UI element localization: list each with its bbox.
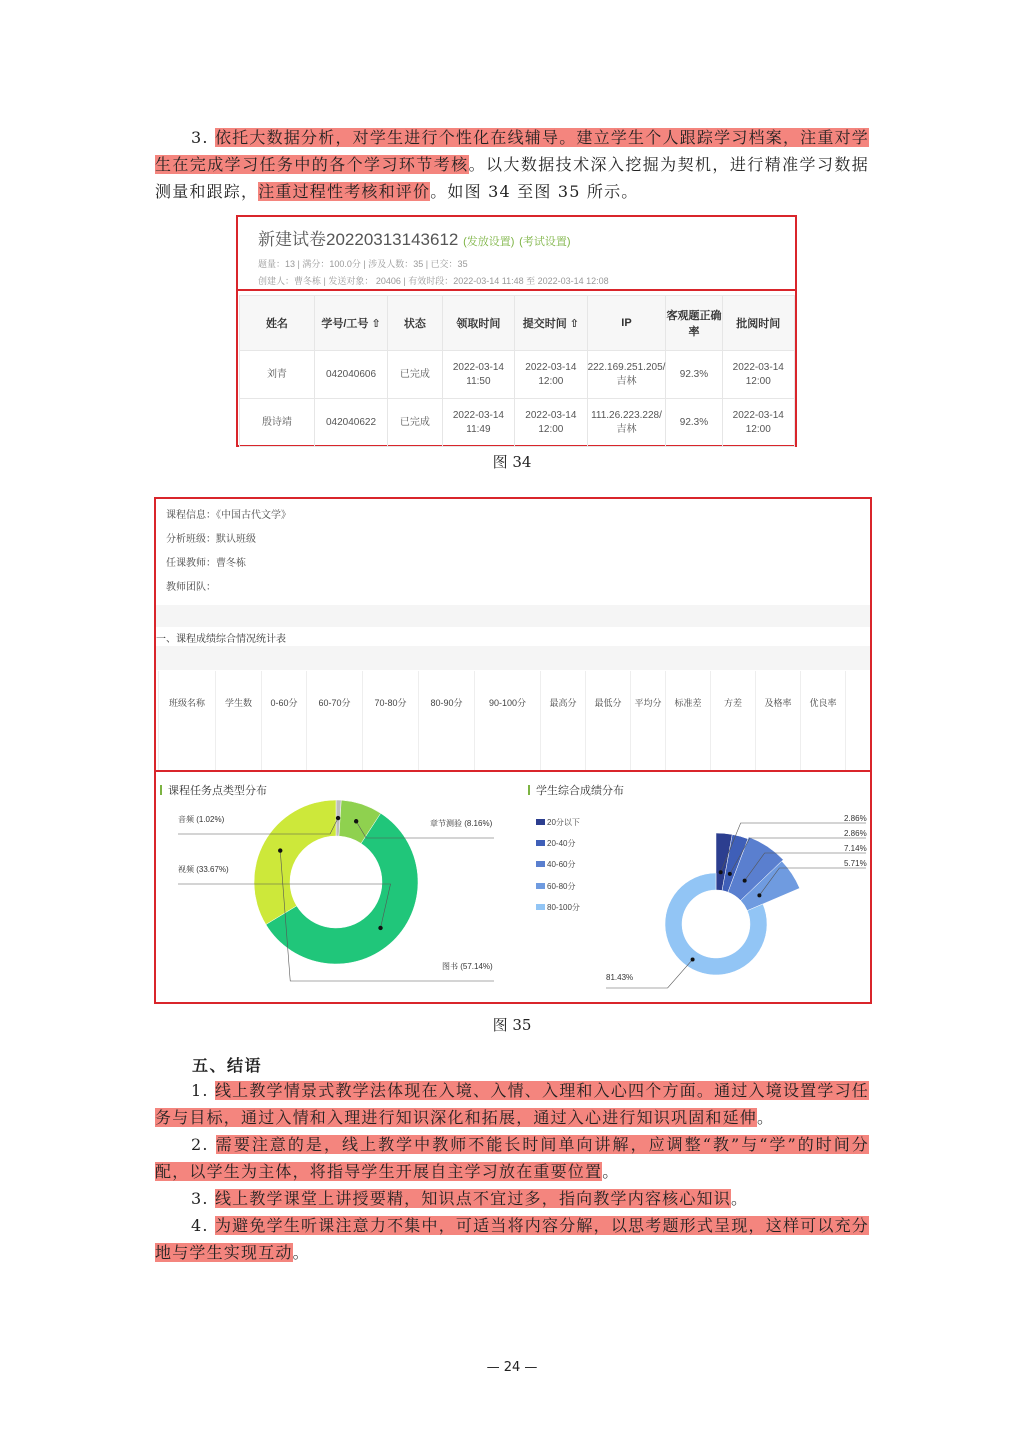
col-60-70: 60-70分 bbox=[307, 671, 363, 733]
figure-34-caption: 图 34 bbox=[492, 453, 532, 471]
leader-dot bbox=[354, 819, 358, 823]
cell-status: 已完成 bbox=[388, 351, 443, 399]
col-excellent-rate: 优良率 bbox=[801, 671, 846, 733]
intro-text-2: 。如图 34 至图 35 所示。 bbox=[430, 182, 639, 201]
col-avg: 平均分 bbox=[631, 671, 666, 733]
col-max: 最高分 bbox=[541, 671, 586, 733]
col-min: 最低分 bbox=[586, 671, 631, 733]
cell-status: 已完成 bbox=[388, 399, 443, 447]
cell-pass-rate bbox=[756, 733, 801, 773]
legend-item[interactable] bbox=[536, 859, 575, 870]
col-receive-time: 领取时间 bbox=[442, 296, 514, 351]
cell-submit-time: 2022-03-14 12:00 bbox=[515, 399, 587, 447]
p3-tail: 。 bbox=[730, 1189, 749, 1208]
cell-90-100 bbox=[475, 733, 541, 773]
col-variance: 方差 bbox=[711, 671, 756, 733]
divider-band bbox=[156, 646, 870, 670]
chart2-title-text: 学生综合成绩分布 bbox=[536, 785, 624, 797]
cell-receive-time: 2022-03-14 11:50 bbox=[442, 351, 514, 399]
p4-tail: 。 bbox=[292, 1243, 310, 1262]
legend-label: 20-40分 bbox=[547, 839, 576, 848]
value-label: 7.14% bbox=[844, 844, 867, 853]
page-number: — 24 — bbox=[486, 1360, 538, 1375]
cell-excellent-rate bbox=[801, 733, 846, 773]
value-label: 2.86% bbox=[844, 829, 867, 838]
cell-receive-time: 2022-03-14 11:49 bbox=[442, 399, 514, 447]
leader-dot bbox=[278, 848, 282, 852]
conclusion-p1 bbox=[155, 1077, 869, 1131]
cell-accuracy: 92.3% bbox=[666, 351, 722, 399]
col-review-time: 批阅时间 bbox=[722, 296, 794, 351]
exam-name: 新建试卷20220313143612 bbox=[258, 230, 459, 249]
cell-review-time: 2022-03-14 12:00 bbox=[722, 351, 794, 399]
cell-60-70 bbox=[307, 733, 363, 773]
submission-table bbox=[239, 295, 795, 447]
conclusion-heading: 五、结语 bbox=[192, 1056, 263, 1075]
p4-number: 4. bbox=[191, 1216, 215, 1235]
legend-label: 60-80分 bbox=[547, 882, 576, 891]
p2-highlight: 需要注意的是，线上教学中教师不能长时间单向讲解，应调整“教”与“学”的时间分配，以学生为主体，将指导学生开展自主学习放在重要位置 bbox=[155, 1135, 870, 1181]
cell-ip: 111.26.223.228/吉林 bbox=[587, 399, 666, 447]
intro-text-1: 。以大数据技术深入挖掘为契机，进行精准学习数据测量和跟踪， bbox=[155, 155, 869, 201]
leader-dot bbox=[743, 879, 747, 883]
label-audio: 音频 (1.02%) bbox=[178, 815, 225, 824]
leader-dot bbox=[728, 872, 732, 876]
leader-dot bbox=[691, 957, 695, 961]
exam-meta-line-2: 创建人：曹冬栋 | 发送对象： 20406 | 有效时段：2022-03-14 11:48 至 2022-03-14 12:08 bbox=[258, 276, 609, 286]
stats-row bbox=[159, 733, 846, 773]
stats-section-title: 一、课程成绩综合情况统计表 bbox=[156, 634, 286, 645]
release-settings-link[interactable]: (发放设置) bbox=[463, 236, 515, 248]
legend-label: 40-60分 bbox=[547, 860, 576, 869]
donut-slice bbox=[254, 800, 336, 925]
intro-paragraph bbox=[155, 124, 869, 205]
legend-label: 80-100分 bbox=[547, 903, 580, 912]
divider-band bbox=[156, 605, 870, 627]
table-header-row bbox=[240, 296, 795, 351]
cell-std bbox=[666, 733, 711, 773]
col-ip: IP bbox=[587, 296, 666, 351]
col-pass-rate: 及格率 bbox=[756, 671, 801, 733]
legend-item[interactable] bbox=[536, 881, 575, 892]
legend-item[interactable] bbox=[536, 902, 580, 913]
cell-ip: 222.169.251.205/吉林 bbox=[587, 351, 666, 399]
col-std: 标准差 bbox=[666, 671, 711, 733]
col-accuracy: 客观题正确率 bbox=[666, 296, 722, 351]
cell-review-time: 2022-03-14 12:00 bbox=[722, 399, 794, 447]
intro-number: 3. bbox=[191, 128, 215, 147]
p2-tail: 。 bbox=[602, 1162, 620, 1181]
chart1-title-text: 课程任务点类型分布 bbox=[168, 785, 267, 797]
table-row[interactable] bbox=[240, 351, 795, 399]
p4-highlight: 为避免学生听课注意力不集中，可适当将内容分解，以思考题形式呈现，这样可以充分地与学生实现互动 bbox=[155, 1216, 869, 1262]
cell-variance bbox=[711, 733, 756, 773]
leader-dot bbox=[378, 926, 382, 930]
course-info: 课程信息：《中国古代文学》 bbox=[166, 510, 291, 521]
label-quiz: 章节测验 (8.16%) bbox=[430, 819, 493, 828]
cell-min bbox=[586, 733, 631, 773]
cell-avg bbox=[631, 733, 666, 773]
exam-settings-link[interactable]: (考试设置) bbox=[519, 236, 571, 248]
figure-35-charts bbox=[154, 770, 872, 1004]
figure-35-caption: 图 35 bbox=[492, 1016, 532, 1034]
cell-student-id: 042040606 bbox=[314, 351, 387, 399]
conclusion-p3 bbox=[155, 1185, 869, 1212]
col-70-80: 70-80分 bbox=[363, 671, 419, 733]
cell-name: 殷诗靖 bbox=[240, 399, 315, 447]
leader-dot bbox=[336, 816, 340, 820]
col-submit-time[interactable]: 提交时间 ⇧ bbox=[515, 296, 587, 351]
leader-dot bbox=[757, 893, 761, 897]
legend-item[interactable] bbox=[536, 817, 580, 828]
col-status: 状态 bbox=[388, 296, 443, 351]
cell-80-90 bbox=[419, 733, 475, 773]
legend-item[interactable] bbox=[536, 838, 575, 849]
col-name: 姓名 bbox=[240, 296, 315, 351]
p3-number: 3. bbox=[191, 1189, 215, 1208]
cell-name: 刘青 bbox=[240, 351, 315, 399]
cell-students bbox=[216, 733, 262, 773]
col-student-id[interactable]: 学号/工号 ⇧ bbox=[314, 296, 387, 351]
leader-dot bbox=[719, 870, 723, 874]
table-row[interactable] bbox=[240, 399, 795, 447]
exam-title bbox=[258, 225, 571, 250]
conclusion-p4 bbox=[155, 1212, 869, 1266]
score-distribution-chart bbox=[526, 782, 866, 1002]
cell-student-id: 042040622 bbox=[314, 399, 387, 447]
p1-highlight: 线上教学情景式教学法体现在入境、入情、入理和入心四个方面。通过入境设置学习任务与目标，通过入情和入理进行知识深化和拓展，通过入心进行知识巩固和延伸 bbox=[155, 1081, 869, 1127]
value-label: 5.71% bbox=[844, 859, 867, 868]
label-video: 视频 (33.67%) bbox=[178, 865, 229, 874]
team-info: 教师团队： bbox=[166, 582, 216, 593]
figure-34-exam-panel bbox=[236, 215, 797, 447]
cell-class bbox=[159, 733, 216, 773]
cell-70-80 bbox=[363, 733, 419, 773]
intro-highlight-2: 注重过程性考核和评价 bbox=[258, 182, 431, 201]
label-book: 图书 (57.14%) bbox=[442, 962, 493, 971]
p1-tail: 。 bbox=[757, 1108, 775, 1127]
col-class-name: 班级名称 bbox=[159, 671, 216, 733]
cell-accuracy: 92.3% bbox=[666, 399, 722, 447]
exam-meta-line-1: 题量：13 | 满分：100.0分 | 涉及人数：35 | 已交：35 bbox=[258, 259, 468, 269]
score-stats-table bbox=[158, 671, 846, 773]
conclusion-p2 bbox=[155, 1131, 869, 1185]
p3-highlight: 线上教学课堂上讲授要精，知识点不宜过多，指向教学内容核心知识 bbox=[214, 1189, 731, 1208]
legend-label: 20分以下 bbox=[547, 818, 580, 827]
cell-max bbox=[541, 733, 586, 773]
figure-35-course-stats bbox=[154, 497, 872, 773]
teacher-info: 任课教师：曹冬栋 bbox=[166, 558, 246, 569]
cell-0-60 bbox=[262, 733, 307, 773]
col-90-100: 90-100分 bbox=[475, 671, 541, 733]
p1-number: 1. bbox=[191, 1081, 215, 1100]
col-students: 学生数 bbox=[216, 671, 262, 733]
col-0-60: 0-60分 bbox=[262, 671, 307, 733]
value-label: 2.86% bbox=[844, 814, 867, 823]
stats-header-row bbox=[159, 671, 846, 733]
intro-highlight-1: 依托大数据分析，对学生进行个性化在线辅导。建立学生个人跟踪学习档案，注重对学生在完成学习任务中的各个学习环节考核 bbox=[155, 128, 869, 174]
cell-submit-time: 2022-03-14 12:00 bbox=[515, 351, 587, 399]
col-80-90: 80-90分 bbox=[419, 671, 475, 733]
class-info: 分析班级：默认班级 bbox=[166, 534, 256, 545]
value-label: 81.43% bbox=[606, 973, 634, 982]
p2-number: 2. bbox=[191, 1135, 216, 1154]
